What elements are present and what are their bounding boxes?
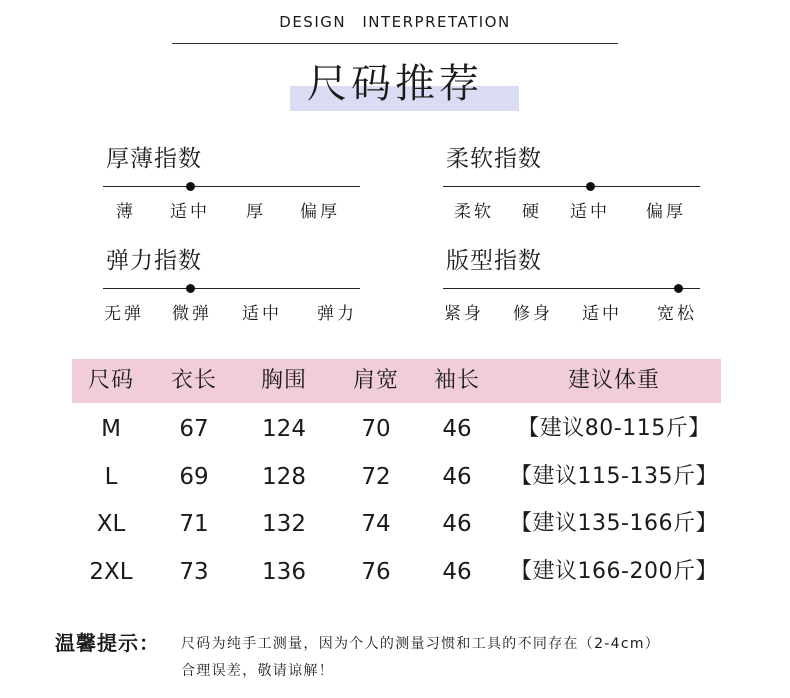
size-table-header: 胸围	[260, 368, 308, 393]
index-label: 偏厚	[646, 202, 686, 222]
index-label: 厚	[246, 202, 266, 222]
index-label: 适中	[170, 202, 210, 222]
size-table-cell: 70	[361, 416, 391, 442]
size-table-cell: 46	[442, 511, 472, 537]
size-table-cell: 2XL	[89, 559, 133, 585]
size-table-cell: 74	[361, 511, 391, 537]
index-title-elasticity: 弹力指数	[106, 248, 202, 274]
index-label: 薄	[116, 202, 136, 222]
index-marker-dot	[186, 182, 195, 191]
index-marker-dot	[186, 284, 195, 293]
size-table-cell-weight: 【建议135-166斤】	[510, 511, 718, 536]
index-label: 硬	[522, 202, 542, 222]
tip-text-line-2: 合理误差，敬请谅解！	[181, 663, 334, 679]
size-table-cell: XL	[96, 511, 126, 537]
size-table-cell: 124	[262, 416, 306, 442]
index-scale-line	[443, 186, 700, 187]
index-label: 柔软	[454, 202, 494, 222]
size-table-cell: 67	[179, 416, 209, 442]
size-table-cell: M	[101, 416, 121, 442]
index-title-thickness: 厚薄指数	[106, 146, 202, 172]
size-table-cell: 128	[262, 464, 306, 490]
size-table-cell: 76	[361, 559, 391, 585]
size-table-cell-weight: 【建议80-115斤】	[517, 416, 711, 441]
index-marker-dot	[674, 284, 683, 293]
size-table-cell: L	[104, 464, 118, 490]
size-table-cell-weight: 【建议115-135斤】	[510, 464, 718, 489]
page-title: 尺码推荐	[307, 61, 483, 107]
header-label: DESIGN INTERPRETATION	[279, 13, 511, 31]
index-label: 宽松	[657, 304, 697, 324]
index-label: 修身	[513, 304, 553, 324]
index-title-softness: 柔软指数	[446, 146, 542, 172]
index-label: 偏厚	[300, 202, 340, 222]
index-title-fit: 版型指数	[446, 248, 542, 274]
size-table-cell: 69	[179, 464, 209, 490]
size-table-cell: 72	[361, 464, 391, 490]
index-label: 紧身	[444, 304, 484, 324]
index-label: 适中	[570, 202, 610, 222]
size-table-cell: 46	[442, 464, 472, 490]
index-marker-dot	[586, 182, 595, 191]
index-scale-line	[103, 288, 360, 289]
size-table-header: 衣长	[170, 368, 218, 393]
size-table-header: 袖长	[433, 368, 481, 393]
index-label: 适中	[242, 304, 282, 324]
index-label: 无弹	[104, 304, 144, 324]
index-label: 适中	[582, 304, 622, 324]
header-divider	[172, 43, 618, 44]
size-table-cell: 136	[262, 559, 306, 585]
size-table-cell: 46	[442, 416, 472, 442]
index-scale-line	[103, 186, 360, 187]
tip-label: 温馨提示：	[55, 631, 160, 655]
size-table-header: 尺码	[87, 368, 135, 393]
index-scale-line	[443, 288, 700, 289]
index-label: 微弹	[172, 304, 212, 324]
size-table-cell: 46	[442, 559, 472, 585]
tip-text-line-1: 尺码为纯手工测量，因为个人的测量习惯和工具的不同存在（2-4cm）	[181, 636, 661, 652]
index-label: 弹力	[317, 304, 357, 324]
size-table-cell: 132	[262, 511, 306, 537]
size-table-cell: 71	[179, 511, 209, 537]
size-table-cell-weight: 【建议166-200斤】	[510, 559, 718, 584]
size-table-header: 建议体重	[567, 368, 661, 393]
size-table-cell: 73	[179, 559, 209, 585]
size-table-header: 肩宽	[352, 368, 400, 393]
